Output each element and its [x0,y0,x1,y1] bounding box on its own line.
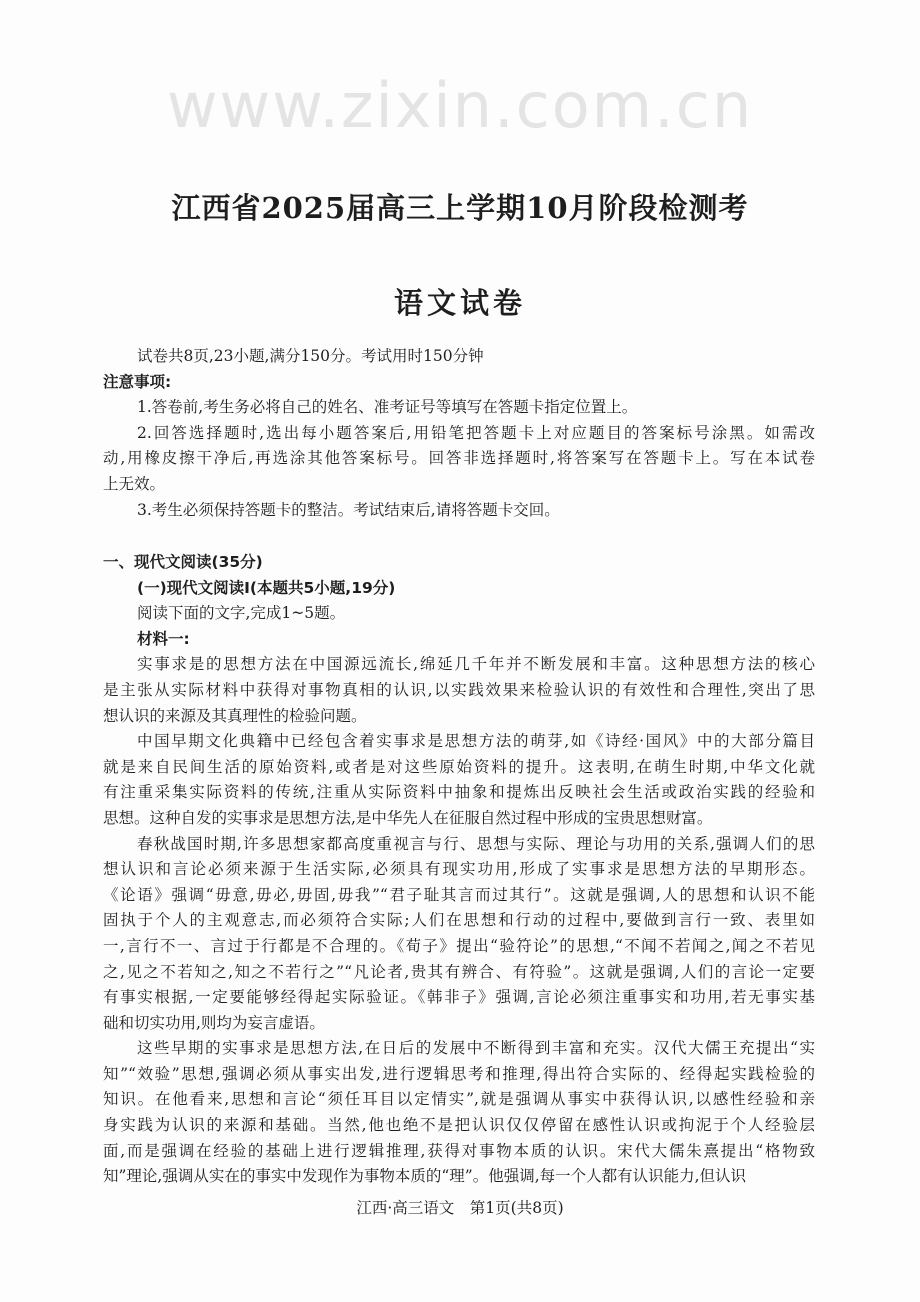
text-line: 实事求是的思想方法在中国源远流长,绵延几千年并不断发展和丰富。这种思想方法的核心 [137,655,815,674]
text-line: 《论语》强调“毋意,毋必,毋固,毋我”“君子耻其言而过其行”。这就是强调,人的思想和认识不能 [103,885,815,904]
text-line: 面,而是强调在经验的基础上进行逻辑推理,获得对事物本质的认识。宋代大儒朱熹提出“格物致 [103,1141,815,1160]
exam-title: 江西省2025届高三上学期10月阶段检测考 [171,191,749,225]
paragraph [103,1036,815,1190]
exam-info: 试卷共8页,23小题,满分150分。考试用时150分钟 [137,347,484,365]
note-item [103,498,815,524]
text-line: 之,见之不若知之,知之不若行之”“凡论者,贵其有辨合、有符验”。这就是强调,人们的言论一定要 [103,962,815,981]
text-line: 固执于个人的主观意志,而必须符合实际;人们在思想和行动的过程中,要做到言行一致、表里如 [103,911,815,930]
notes-list [103,395,815,523]
material-label: 材料一: [137,629,190,648]
text-line: 知”“效验”思想,强调必须从事实出发,进行逻辑思考和推理,得出符合实际的、经得起实践检验的 [103,1064,815,1083]
text-line: 思想。这种自发的实事求是思想方法,是中华先人在征服自然过程中形成的宝贵思想财富。 [103,808,713,827]
subsection-heading: (一)现代文阅读Ⅰ(本题共5小题,19分) [137,578,396,597]
text-line: 2.回答选择题时,选出每小题答案后,用铅笔把答题卡上对应题目的答案标号涂黑。如需改 [137,423,815,442]
notes-heading: 注意事项: [103,372,172,391]
text-line: 春秋战国时期,许多思想家都高度重视言与行、思想与实际、理论与功用的关系,强调人们的思 [137,834,815,853]
text-line: 就是来自民间生活的原始资料,或者是对这些原始资料的提升。这表明,在萌生时期,中华文化就 [103,757,815,776]
text-line: 是主张从实际材料中获得对事物真相的认识,以实践效果来检验认识的有效性和合理性,突出了思 [103,680,815,699]
text-line: 想认识和言论必须来源于生活实际,必须具有现实功用,形成了实事求是思想方法的早期形态。 [103,860,815,879]
reading-section [103,550,815,1190]
page-footer: 江西·高三语文 第1页(共8页) [356,1199,564,1217]
section-heading: 一、现代文阅读(35分) [103,553,263,571]
passage [103,652,815,1189]
text-line: 有事实根据,一定要能够经得起实际验证。《韩非子》强调,言论必须注重事实和功用,若无事实基 [103,988,815,1007]
paragraph [103,832,815,1037]
text-line: 有注重采集实际资料的传统,注重从实际资料中抽象和提炼出反映社会生活或政治实践的经验和 [103,783,815,802]
text-line: 这些早期的实事求是思想方法,在日后的发展中不断得到丰富和充实。汉代大儒王充提出“实 [137,1039,815,1058]
text-line: 身实践为认识的来源和基础。当然,他也绝不是把认识仅仅停留在感性认识或拘泥于个人经验层 [103,1116,815,1135]
text-line: 3.考生必须保持答题卡的整洁。考试结束后,请将答题卡交回。 [137,500,560,519]
text-line: 上无效。 [103,474,166,493]
text-line: 础和切实功用,则均为妄言虚语。 [103,1013,325,1032]
paragraph [103,652,815,729]
text-line: 想认识的来源及其真理性的检验问题。 [103,706,367,725]
exam-info-block [103,344,815,523]
instruction: 阅读下面的文字,完成1~5题。 [137,604,346,623]
text-line: 中国早期文化典籍中已经包含着实事求是思想方法的萌芽,如《诗经·国风》中的大部分篇目 [137,732,815,751]
text-line: 一,言行不一、言过于行都是不合理的。《荀子》提出“验符论”的思想,“不闻不若闻之,闻之不若见 [103,936,815,955]
note-item [103,395,815,421]
text-line: 1.答卷前,考生务必将自己的姓名、准考证号等填写在答题卡指定位置上。 [137,398,638,417]
exam-subtitle: 语文试卷 [393,286,526,320]
watermark: www.zixin.com.cn [166,69,754,142]
paragraph [103,729,815,831]
text-line: 动,用橡皮擦干净后,再选涂其他答案标号。回答非选择题时,将答案写在答题卡上。写在本试卷 [103,449,815,468]
text-line: 知”理论,强调从实在的事实中发现作为事物本质的“理”。他强调,每一个人都有认识能力,但认识 [103,1167,747,1186]
text-line: 知识。在他看来,思想和言论“须任耳目以定情实”,就是强调从事实中获得认识,以感性经验和亲 [103,1090,815,1109]
note-item [103,421,815,498]
